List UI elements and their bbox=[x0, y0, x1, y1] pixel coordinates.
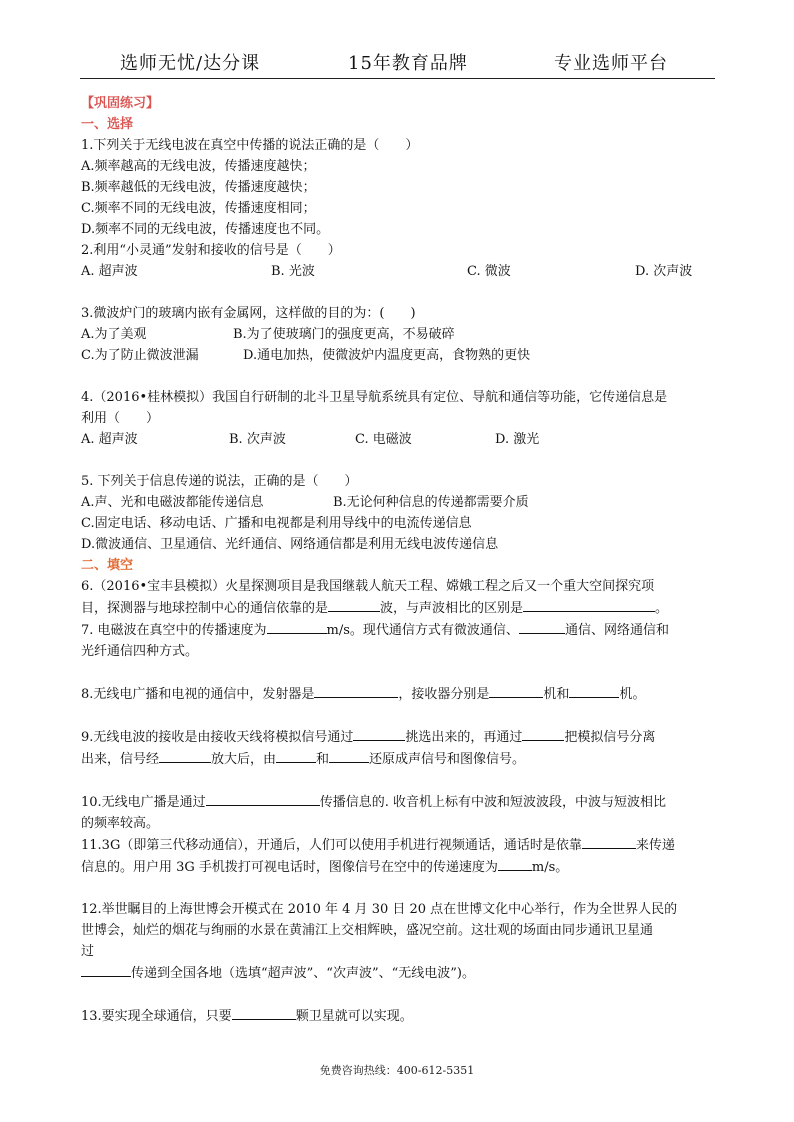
question-7 bbox=[81, 619, 721, 662]
answer-blank[interactable] bbox=[489, 683, 543, 698]
question-6 bbox=[81, 576, 721, 619]
options-row bbox=[81, 429, 721, 450]
answer-blank[interactable] bbox=[232, 1005, 296, 1020]
answer-blank[interactable] bbox=[519, 619, 565, 634]
footer-hotline: 免费咨询热线：400-612-5351 bbox=[319, 1064, 475, 1077]
option-a: A.频率越高的无线电波，传播速度越快； bbox=[81, 159, 316, 174]
answer-blank[interactable] bbox=[582, 834, 636, 849]
option-c: C. 电磁波 bbox=[355, 432, 412, 447]
answer-blank[interactable] bbox=[329, 748, 369, 763]
page-header bbox=[80, 44, 715, 79]
option-c: C. 微波 bbox=[467, 264, 511, 279]
question-text: 出来，信号经 放大后，由 和 还原成声信号和图像信号。 bbox=[81, 748, 721, 770]
question-stem: 4.（2016•桂林模拟）我国自行研制的北斗卫星导航系统具有定位、导航和通信等功能，它传递信息是 bbox=[81, 390, 668, 405]
question-text: 10.无线电广播是通过 传播信息的. 收音机上标有中波和短波波段，中波与短波相比 bbox=[81, 791, 721, 813]
option-b: B.为了使玻璃门的强度更高，不易破碎 bbox=[233, 327, 455, 342]
question-text: 9.无线电波的接收是由接收天线将模拟信号通过 挑选出来的，再通过 把模拟信号分离 bbox=[81, 726, 721, 748]
header-brand: 选师无忧/达分课 bbox=[120, 53, 261, 74]
option-d: D.频率不同的无线电波，传播速度也不同。 bbox=[81, 222, 330, 237]
question-text: 12.举世瞩目的上海世博会开模式在 2010 年 4 月 30 日 20 点在世博文化中心举行，作为全世界人民的 bbox=[81, 902, 678, 917]
question-stem: 3.微波炉门的玻璃内嵌有金属网，这样做的目的为：( ) bbox=[81, 306, 416, 321]
option-b: B.无论何种信息的传递都需要介质 bbox=[333, 495, 529, 510]
answer-blank[interactable] bbox=[267, 619, 327, 634]
question-2 bbox=[81, 240, 721, 282]
option-c: C.为了防止微波泄漏 bbox=[81, 348, 199, 363]
question-text: 6.（2016•宝丰县模拟）火星探测项目是我国继载人航天工程、嫦娥工程之后又一个重大空间探究项 bbox=[81, 579, 655, 594]
section-title-choice: 一、选择 bbox=[81, 117, 134, 132]
question-5 bbox=[81, 471, 721, 555]
answer-blank[interactable] bbox=[276, 748, 316, 763]
question-text: 的频率较高。 bbox=[81, 816, 160, 831]
option-c: C.频率不同的无线电波，传播速度相同； bbox=[81, 201, 316, 216]
answer-blank[interactable] bbox=[498, 856, 532, 871]
answer-blank[interactable] bbox=[159, 748, 211, 763]
question-text: 光纤通信四种方式。 bbox=[81, 644, 199, 659]
options-row bbox=[81, 492, 721, 513]
option-d: D.通电加热，使微波炉内温度更高，食物熟的更快 bbox=[243, 348, 531, 363]
option-a: A. 超声波 bbox=[81, 264, 138, 279]
option-c: C.固定电话、移动电话、广播和电视都是利用导线中的电流传递信息 bbox=[81, 516, 472, 531]
header-tagline: 专业选师平台 bbox=[554, 53, 668, 74]
answer-blank[interactable] bbox=[522, 726, 564, 741]
option-a: A.为了美观 bbox=[81, 327, 147, 342]
question-stem: 5. 下列关于信息传递的说法，正确的是（ ） bbox=[81, 474, 358, 489]
question-text: 传递到全国各地（选填“超声波”、“次声波”、“无线电波”)。 bbox=[81, 962, 721, 984]
question-12 bbox=[81, 899, 721, 984]
answer-blank[interactable] bbox=[569, 683, 619, 698]
question-4 bbox=[81, 387, 721, 450]
question-stem: 2.利用“小灵通”发射和接收的信号是（ ） bbox=[81, 243, 341, 258]
header-slogan: 15年教育品牌 bbox=[348, 53, 468, 74]
question-11 bbox=[81, 834, 721, 878]
section-title-fill: 二、填空 bbox=[81, 558, 134, 573]
question-text: 8.无线电广播和电视的通信中，发射器是 ，接收器分别是 机和 机。 bbox=[81, 683, 721, 705]
question-9 bbox=[81, 726, 721, 770]
question-text: 11.3G（即第三代移动通信），开通后，人们可以使用手机进行视频通话，通话时是依靠 来传递 bbox=[81, 834, 721, 856]
answer-blank[interactable] bbox=[206, 791, 320, 806]
question-text: 13.要实现全球通信，只要 颗卫星就可以实现。 bbox=[81, 1005, 721, 1027]
options-row bbox=[81, 345, 721, 366]
option-d: D. 激光 bbox=[495, 432, 540, 447]
question-text: 世博会，灿烂的烟花与绚丽的水景在黄浦江上交相辉映，盛况空前。这壮观的场面由同步通讯卫星通 bbox=[81, 923, 654, 938]
consolidation-title: 【巩固练习】 bbox=[81, 96, 160, 111]
option-b: B. 光波 bbox=[271, 264, 315, 279]
answer-blank[interactable] bbox=[314, 683, 398, 698]
question-text: 目，探测器与地球控制中心的通信依靠的是 波，与声波相比的区别是 。 bbox=[81, 597, 721, 619]
option-b: B.频率越低的无线电波，传播速度越快； bbox=[81, 180, 316, 195]
worksheet bbox=[81, 93, 721, 1027]
question-stem: 1.下列关于无线电波在真空中传播的说法正确的是（ ） bbox=[81, 138, 419, 153]
answer-blank[interactable] bbox=[353, 726, 405, 741]
answer-blank[interactable] bbox=[328, 597, 380, 612]
option-b: B. 次声波 bbox=[229, 432, 286, 447]
option-a: A. 超声波 bbox=[81, 432, 138, 447]
option-a: A.声、光和电磁波都能传递信息 bbox=[81, 495, 264, 510]
options-row bbox=[81, 261, 721, 282]
answer-blank[interactable] bbox=[523, 597, 655, 612]
question-8 bbox=[81, 683, 721, 705]
question-1 bbox=[81, 135, 721, 240]
question-13 bbox=[81, 1005, 721, 1027]
option-d: D. 次声波 bbox=[635, 264, 693, 279]
question-text: 7. 电磁波在真空中的传播速度为 m/s。现代通信方式有微波通信、 通信、网络通信和 bbox=[81, 619, 721, 641]
option-d: D.微波通信、卫星通信、光纤通信、网络通信都是利用无线电波传递信息 bbox=[81, 537, 499, 552]
question-10 bbox=[81, 791, 721, 834]
options-row bbox=[81, 324, 721, 345]
question-text: 过 bbox=[81, 944, 95, 959]
answer-blank[interactable] bbox=[81, 962, 131, 977]
question-3 bbox=[81, 303, 721, 366]
question-stem-cont: 利用（ ） bbox=[81, 411, 160, 426]
question-text: 信息的。用户用 3G 手机拨打可视电话时，图像信号在空中的传递速度为 m/s。 bbox=[81, 856, 721, 878]
